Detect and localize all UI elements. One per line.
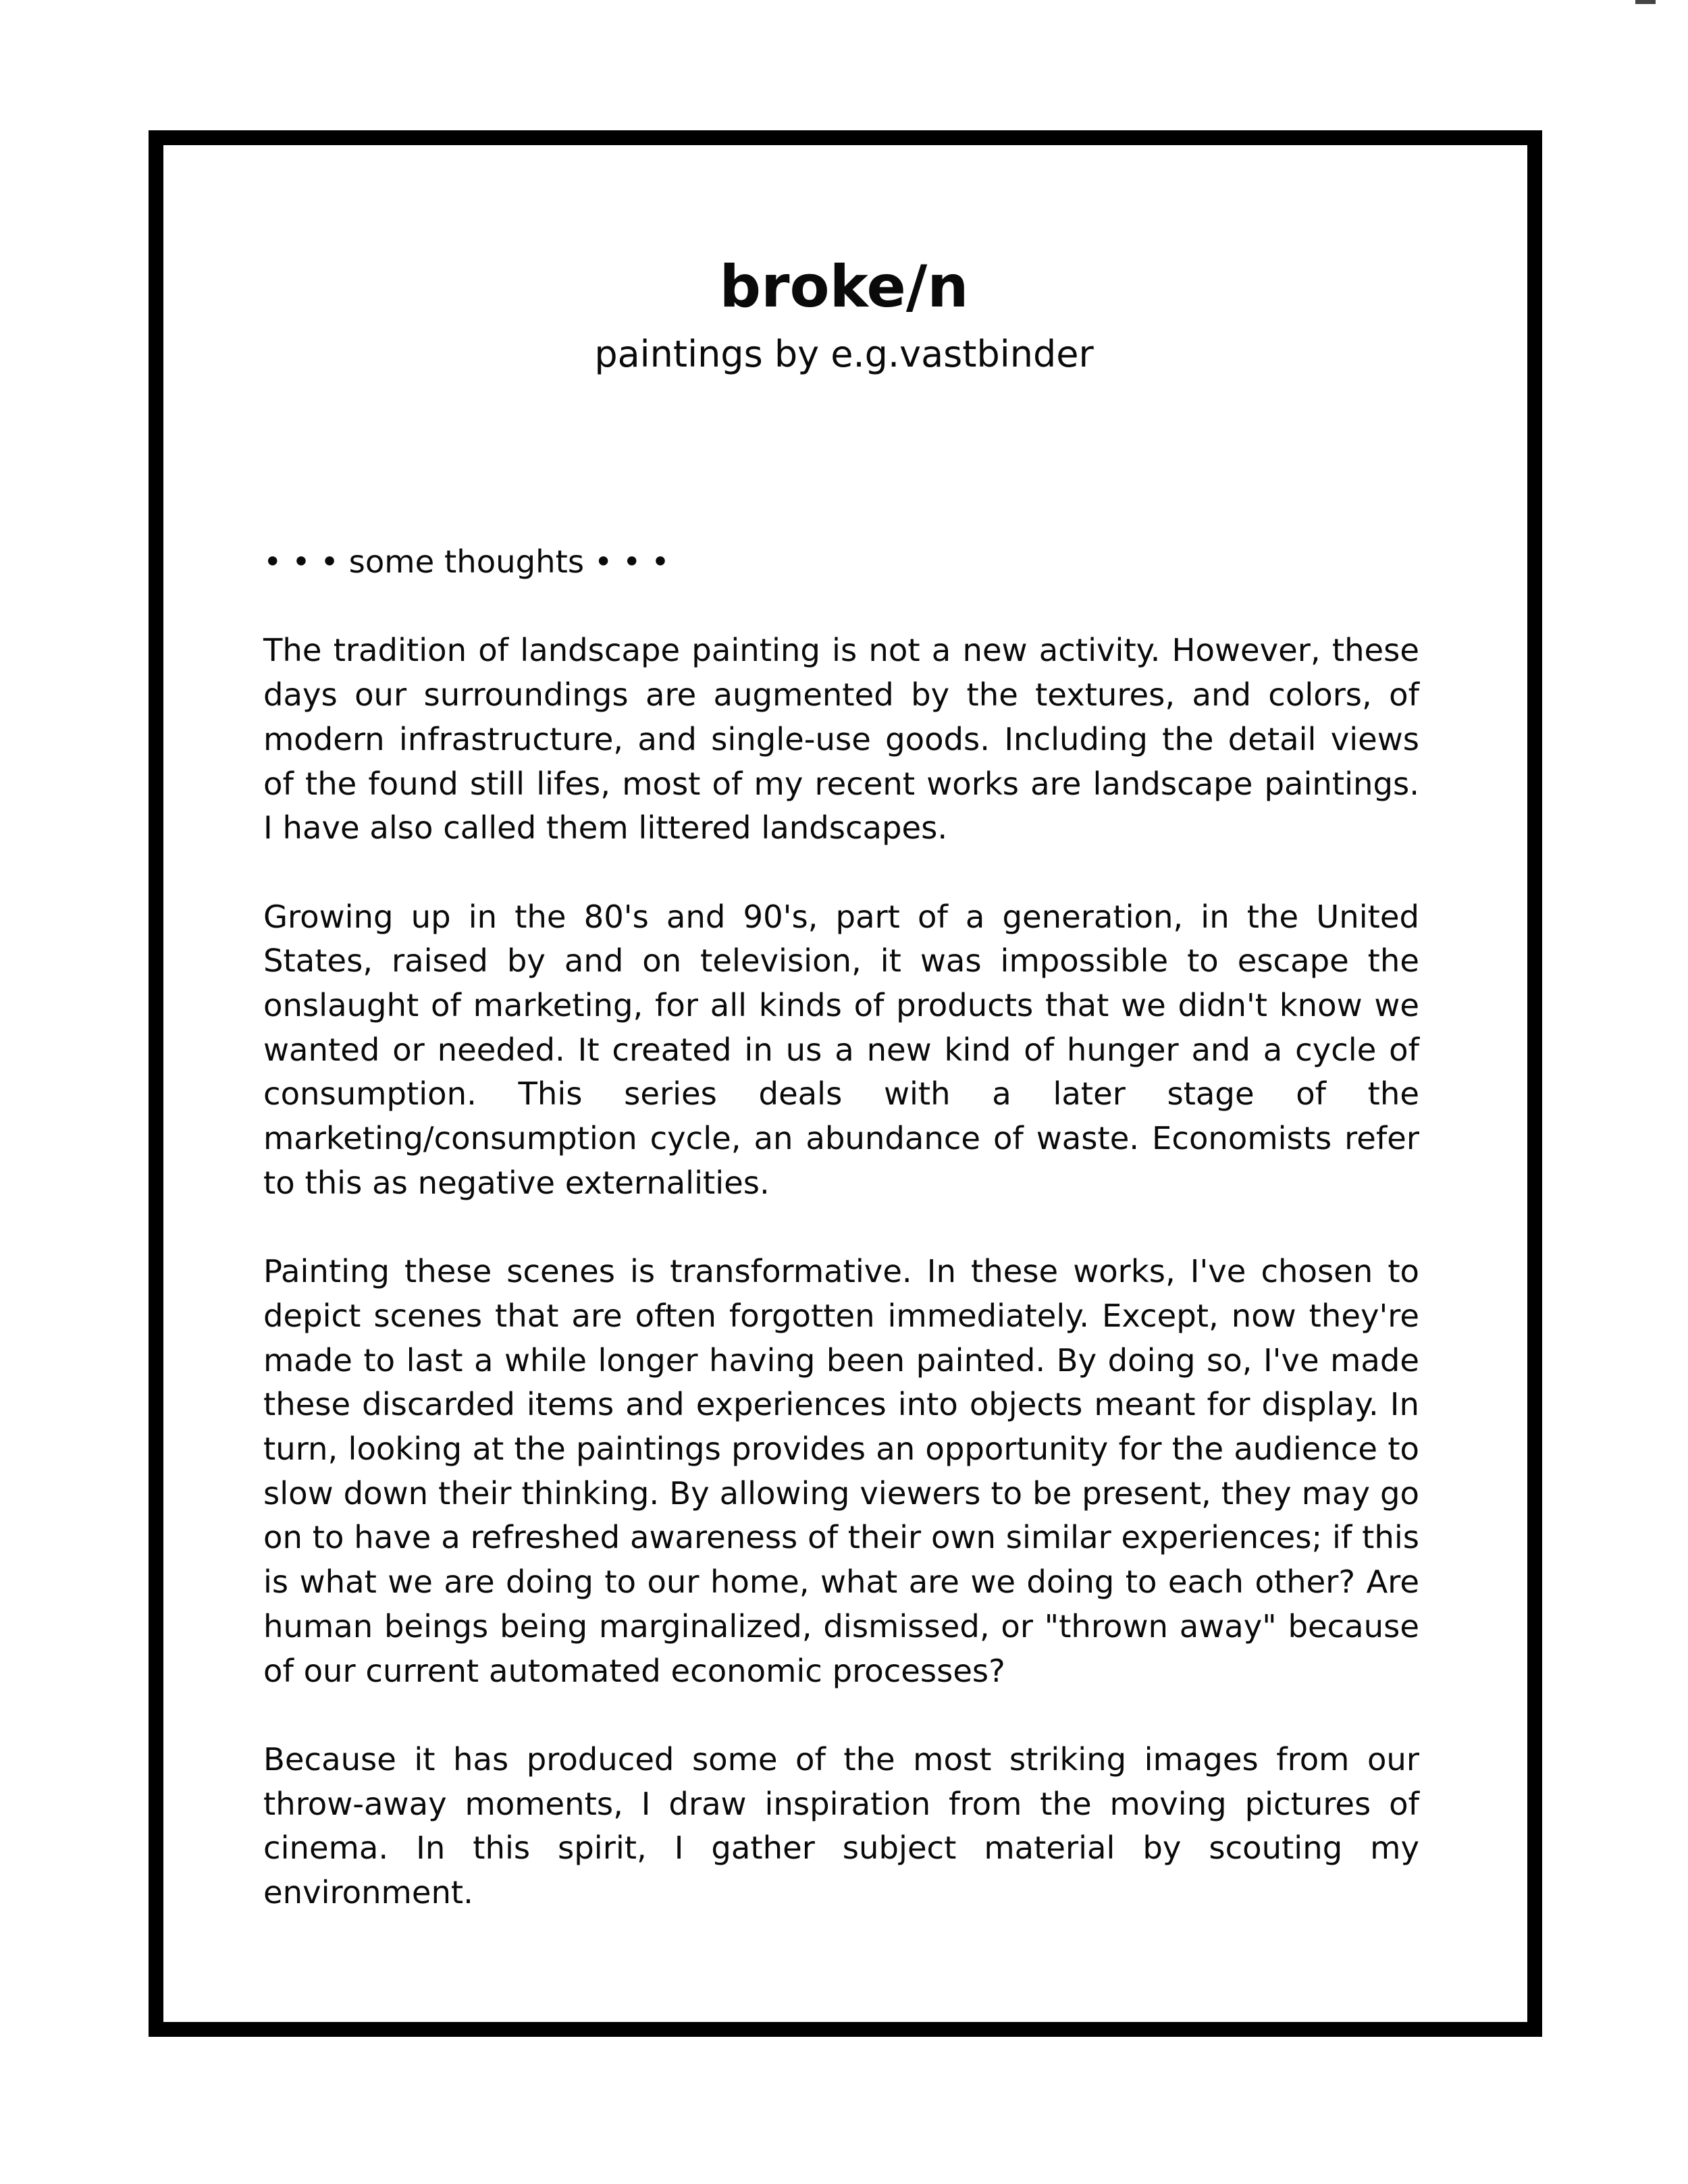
document-subtitle: paintings by e.g.vastbinder (594, 333, 1094, 375)
page-corner-mark (1635, 0, 1656, 4)
paragraph-2: Growing up in the 80's and 90's, part of a generation, in the United States, raised by and on television, it was impossible to escape the onslaught of marketing, for all kinds of products that we didn't know we wanted or needed. It created in us a new kind of hunger and a cycle of consumption. This series deals with a later stage of the marketing/consumption cycle, an abundance of waste. Economists refer to this as negative externalities. (263, 898, 1419, 1201)
paragraph-1: The tradition of landscape painting is not a new activity. However, these days our surroundings are augmented by the textures, and colors, of modern infrastructure, and single-use goods. Including the detail views of the found still lifes, most of my recent works are landscape paintings. I have also called them littered landscapes. (263, 632, 1419, 847)
document-title: broke/n (719, 253, 969, 321)
paragraph-3: Painting these scenes is transformative. In these works, I've chosen to depict scenes that are often forgotten immediately. Except, now they're made to last a while longer having been painted. By doing so, I've made these discarded items and experiences into objects meant for display. In turn, looking at the paintings provides an opportunity for the audience to slow down their thinking. By allowing viewers to be present, they may go on to have a refreshed awareness of their own similar experiences; if this is what we are doing to our home, what are we doing to each other? Are human beings being marginalized, dismissed, or "thrown away" because of our current automated economic processes? (263, 1253, 1419, 1689)
paragraph-4: Because it has produced some of the most striking images from our throw-away moments, I draw inspiration from the moving pictures of cinema. In this spirit, I gather subject material by scouting my environment. (263, 1740, 1419, 1911)
statement-body (263, 540, 1419, 1915)
section-heading: • • • some thoughts • • • (263, 543, 670, 580)
